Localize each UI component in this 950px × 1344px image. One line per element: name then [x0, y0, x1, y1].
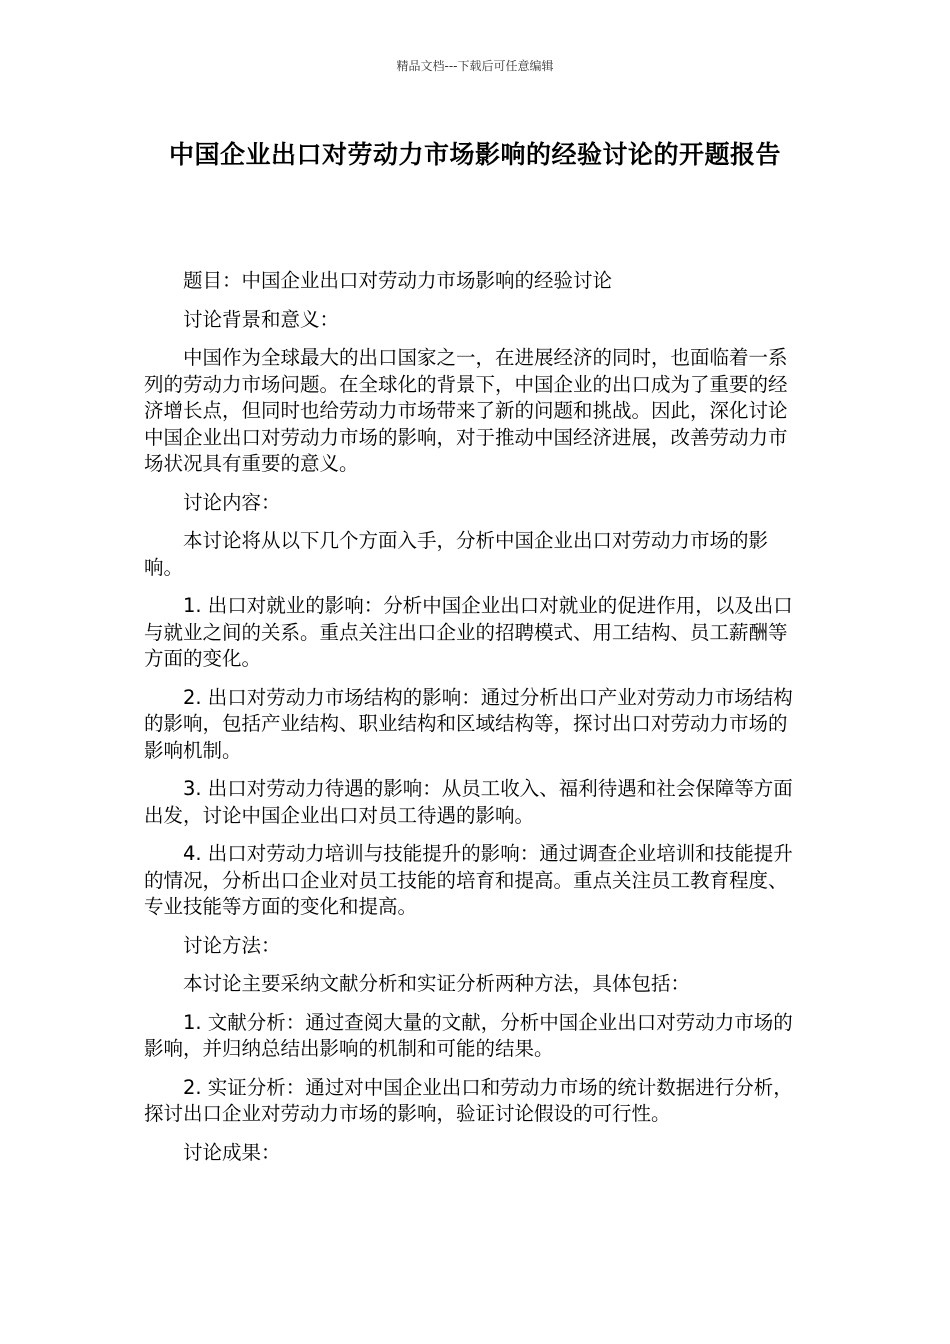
method-intro-paragraph: 本讨论主要采纳文献分析和实证分析两种方法，具体包括：	[183, 972, 691, 995]
section-heading-method: 讨论方法：	[183, 933, 281, 957]
document-body	[144, 268, 804, 1178]
method-item-1: 1. 文献分析：通过查阅大量的文献，分析中国企业出口对劳动力市场的影响，并归纳总结出影响的机制和可能的结果。	[144, 1010, 793, 1060]
background-paragraph: 中国作为全球最大的出口国家之一，在进展经济的同时，也面临着一系列的劳动力市场问题。在全球化的背景下，中国企业的出口成为了重要的经济增长点，但同时也给劳动力市场带来了新的问题和挑战。因此，深化讨论中国企业出口对劳动力市场的影响，对于推动中国经济进展，改善劳动力市场状况具有重要的意义。	[144, 346, 788, 475]
content-item-2: 2. 出口对劳动力市场结构的影响：通过分析出口产业对劳动力市场结构的影响，包括产业结构、职业结构和区域结构等，探讨出口对劳动力市场的影响机制。	[144, 685, 793, 762]
method-item-2: 2. 实证分析：通过对中国企业出口和劳动力市场的统计数据进行分析，探讨出口企业对劳动力市场的影响，验证讨论假设的可行性。	[144, 1075, 793, 1125]
content-item-3: 3. 出口对劳动力待遇的影响：从员工收入、福利待遇和社会保障等方面出发，讨论中国企业出口对员工待遇的影响。	[144, 777, 793, 827]
content-intro-paragraph: 本讨论将从以下几个方面入手，分析中国企业出口对劳动力市场的影响。	[144, 529, 769, 579]
page-header: 精品文档---下载后可任意编辑	[396, 59, 554, 73]
topic-paragraph: 题目：中国企业出口对劳动力市场影响的经验讨论	[183, 269, 613, 292]
document-title: 中国企业出口对劳动力市场影响的经验讨论的开题报告	[168, 140, 781, 169]
content-item-4: 4. 出口对劳动力培训与技能提升的影响：通过调查企业培训和技能提升的情况，分析出口企业对员工技能的培育和提高。重点关注员工教育程度、专业技能等方面的变化和提高。	[144, 842, 793, 918]
section-heading-results: 讨论成果：	[183, 1140, 281, 1164]
content-item-1: 1. 出口对就业的影响：分析中国企业出口对就业的促进作用，以及出口与就业之间的关系。重点关注出口企业的招聘模式、用工结构、员工薪酬等方面的变化。	[144, 594, 793, 670]
section-heading-content: 讨论内容：	[183, 490, 281, 514]
section-heading-background: 讨论背景和意义：	[183, 307, 340, 331]
